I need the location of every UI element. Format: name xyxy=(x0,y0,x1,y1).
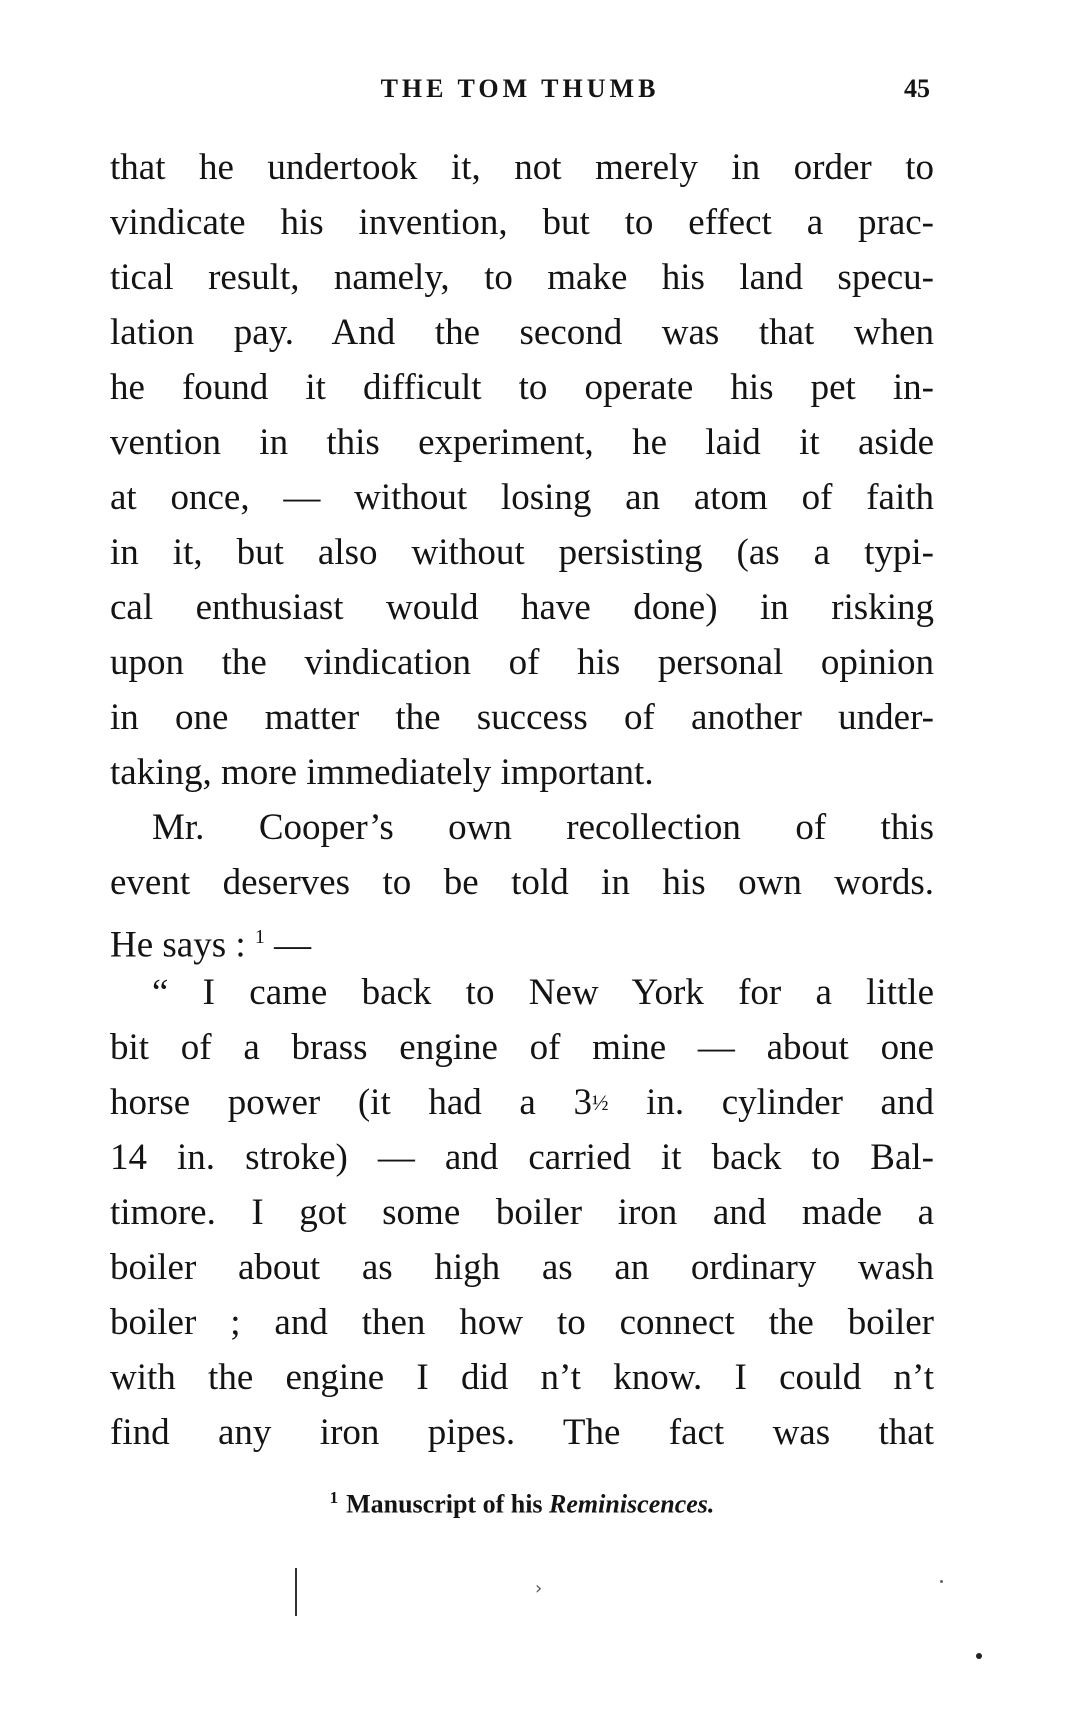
text-line: vention in this experiment, he laid it aside xyxy=(110,422,934,463)
scan-dot xyxy=(976,1653,982,1659)
text-line: he found it difficult to operate his pet in- xyxy=(110,367,934,408)
text-line: 14 in. stroke) — and carried it back to Bal- xyxy=(110,1137,934,1178)
footnote-text: Manuscript of his xyxy=(346,1489,543,1519)
footnote-italic: Reminiscences. xyxy=(549,1489,715,1519)
text-line: at once, — without losing an atom of faith xyxy=(110,477,934,518)
page-number: 45 xyxy=(904,74,930,103)
text-line: cal enthusiast would have done) in risking xyxy=(110,587,934,628)
text-line: boiler about as high as an ordinary wash xyxy=(110,1247,934,1288)
text-segment: He says : xyxy=(110,924,246,966)
text-line: event deserves to be told in his own words. xyxy=(110,862,934,903)
text-line: tical result, namely, to make his land specu- xyxy=(110,257,934,298)
text-line-with-fraction xyxy=(110,1075,934,1130)
running-title: THE TOM THUMB xyxy=(380,74,660,103)
text-line: lation pay. And the second was that when xyxy=(110,312,934,353)
text-line: that he undertook it, not merely in order to xyxy=(110,147,934,188)
text-line: vindicate his invention, but to effect a prac- xyxy=(110,202,934,243)
body-text xyxy=(110,140,934,1460)
text-line: “ I came back to New York for a little xyxy=(152,972,934,1013)
text-line: Mr. Cooper’s own recollection of this xyxy=(152,807,934,848)
text-segment: in. cylinder and xyxy=(646,1082,934,1123)
text-line: in one matter the success of another under- xyxy=(110,697,934,738)
footnote-number: 1 xyxy=(329,1488,339,1507)
footnote xyxy=(110,1488,934,1520)
scan-mark-caret: › xyxy=(535,1578,543,1599)
text-line: taking, more immediately important. xyxy=(110,752,654,793)
text-line: upon the vindication of his personal opinion xyxy=(110,642,934,683)
fraction: ½ xyxy=(591,1090,609,1115)
text-line: find any iron pipes. The fact was that xyxy=(110,1412,934,1453)
text-segment: horse power (it had a 3 xyxy=(110,1082,592,1123)
running-head xyxy=(110,74,930,114)
dash: — xyxy=(264,924,312,966)
text-line-with-footnote xyxy=(110,910,934,965)
text-line: bit of a brass engine of mine — about one xyxy=(110,1027,934,1068)
scan-mark-bar xyxy=(295,1568,297,1616)
text-line: timore. I got some boiler iron and made a xyxy=(110,1192,934,1233)
text-line: boiler ; and then how to connect the boiler xyxy=(110,1302,934,1343)
footnote-ref: 1 xyxy=(254,926,265,948)
text-line: in it, but also without persisting (as a typi- xyxy=(110,532,934,573)
scan-dot xyxy=(940,1580,943,1583)
text-line: with the engine I did n’t know. I could n’t xyxy=(110,1357,934,1398)
